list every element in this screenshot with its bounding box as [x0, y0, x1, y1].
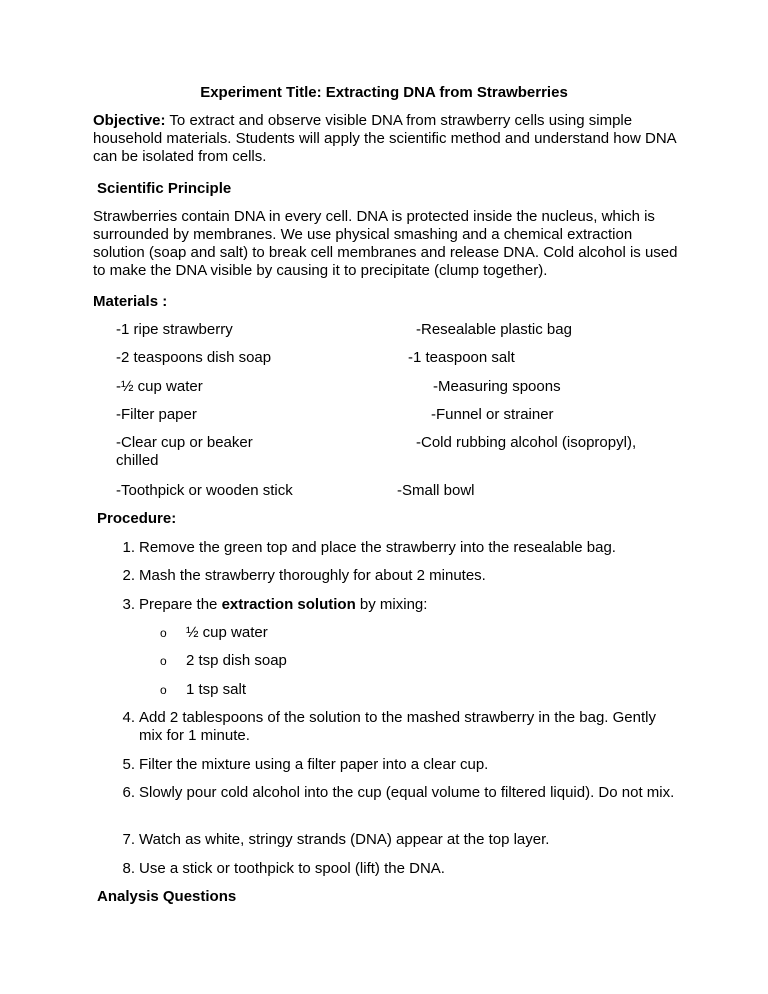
procedure-heading: Procedure:: [97, 510, 177, 527]
material-item: -1 ripe strawberry: [116, 321, 233, 338]
material-item: -Cold rubbing alcohol (isopropyl),: [416, 434, 637, 451]
principle-text: Strawberries contain DNA in every cell. DNA is protected inside the nucleus, which is surrounded by membranes. We use physical smashing and a chemical extraction solution (soap and salt) to break cell membranes and release DNA. Cold alcohol is used to make the DNA visible by causing it to precipitate (clump together).: [93, 208, 678, 279]
extraction-solution-term: extraction solution: [221, 596, 356, 613]
bullet-icon: o: [160, 626, 167, 640]
analysis-heading: Analysis Questions: [97, 888, 237, 905]
material-item: -2 teaspoons dish soap: [116, 349, 272, 366]
material-item: -Toothpick or wooden stick: [116, 482, 293, 499]
material-item: -Measuring spoons: [433, 378, 561, 395]
bullet-icon: o: [160, 683, 167, 697]
material-item: -1 teaspoon salt: [408, 349, 515, 366]
material-item: -Resealable plastic bag: [416, 321, 572, 338]
objective-text: To extract and observe visible DNA from strawberry cells using simple household materials. Students will apply the scientific method and understand how DNA can be isolated from cells.: [93, 112, 676, 165]
material-item: -Small bowl: [397, 482, 475, 499]
material-item: -Funnel or strainer: [431, 406, 554, 423]
objective-paragraph: [93, 112, 683, 166]
bullet-icon: o: [160, 654, 167, 668]
material-item: -Clear cup or beaker: [116, 434, 253, 451]
objective-label: Objective:: [93, 112, 166, 129]
material-item-continuation: chilled: [116, 452, 159, 469]
material-item: -Filter paper: [116, 406, 197, 423]
material-item: -½ cup water: [116, 378, 203, 395]
experiment-title: Experiment Title: Extracting DNA from Strawberries: [200, 84, 568, 101]
materials-heading: Materials :: [93, 293, 168, 310]
principle-heading: Scientific Principle: [97, 180, 232, 197]
